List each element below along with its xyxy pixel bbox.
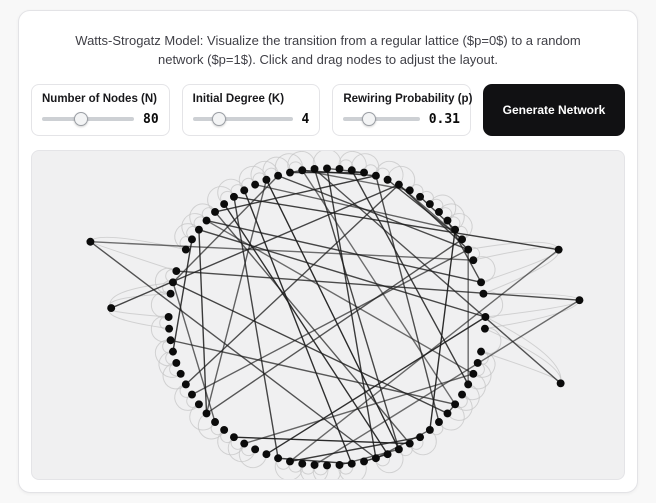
graph-node[interactable] — [557, 379, 565, 387]
graph-node[interactable] — [444, 409, 452, 417]
graph-node[interactable] — [167, 289, 175, 297]
lattice-edges — [90, 151, 579, 479]
graph-node[interactable] — [348, 459, 356, 467]
lattice-edge — [468, 242, 558, 249]
graph-node[interactable] — [464, 245, 472, 253]
graph-node[interactable] — [555, 245, 563, 253]
graph-node[interactable] — [444, 216, 452, 224]
graph-node[interactable] — [172, 267, 180, 275]
graph-node[interactable] — [177, 370, 185, 378]
app-description: Watts-Strogatz Model: Visualize the transition from a regular lattice ($p=0$) to a random network ($p=1$). Click and drag nodes to adjust the layout. — [75, 33, 581, 67]
graph-node[interactable] — [426, 200, 434, 208]
degree-slider[interactable] — [193, 112, 293, 126]
control-card-nodes — [31, 84, 170, 136]
degree-slider-thumb[interactable] — [212, 112, 226, 126]
graph-node[interactable] — [469, 256, 477, 264]
graph-node[interactable] — [203, 409, 211, 417]
graph-node[interactable] — [395, 445, 403, 453]
graph-node[interactable] — [251, 180, 259, 188]
graph-node[interactable] — [172, 359, 180, 367]
graph-node[interactable] — [458, 235, 466, 243]
graph-node[interactable] — [188, 390, 196, 398]
rewiring-slider[interactable] — [343, 112, 419, 126]
graph-node[interactable] — [406, 186, 414, 194]
rewired-edge — [234, 196, 559, 249]
graph-node[interactable] — [481, 313, 489, 321]
app-card — [18, 10, 638, 493]
graph-node[interactable] — [220, 200, 228, 208]
control-card-rewiring — [332, 84, 471, 136]
graph-node[interactable] — [384, 450, 392, 458]
graph-node[interactable] — [169, 278, 177, 286]
graph-node[interactable] — [211, 208, 219, 216]
graph-node[interactable] — [474, 359, 482, 367]
generate-network-button[interactable]: Generate Network — [483, 84, 625, 136]
graph-node[interactable] — [479, 289, 487, 297]
graph-node[interactable] — [240, 439, 248, 447]
graph-node[interactable] — [230, 433, 238, 441]
graph-node[interactable] — [416, 193, 424, 201]
graph-node[interactable] — [311, 461, 319, 469]
rewired-edge — [234, 196, 278, 457]
graph-node[interactable] — [286, 168, 294, 176]
graph-node[interactable] — [262, 175, 270, 183]
graph-node[interactable] — [426, 426, 434, 434]
rewired-edge — [173, 282, 215, 422]
graph-node[interactable] — [469, 370, 477, 378]
graph-node[interactable] — [274, 171, 282, 179]
graph-node[interactable] — [220, 426, 228, 434]
graph-node[interactable] — [86, 237, 94, 245]
graph-node[interactable] — [336, 165, 344, 173]
graph-node[interactable] — [477, 278, 485, 286]
graph-node[interactable] — [230, 193, 238, 201]
degree-slider-value: 4 — [301, 111, 310, 127]
rewiring-slider-value: 0.31 — [428, 111, 461, 127]
nodes-slider-value: 80 — [143, 111, 159, 127]
rewiring-slider-thumb[interactable] — [362, 112, 376, 126]
graph-node[interactable] — [372, 171, 380, 179]
rewired-edge — [90, 241, 473, 259]
graph-node[interactable] — [435, 418, 443, 426]
controls-row — [31, 84, 625, 136]
graph-node[interactable] — [348, 166, 356, 174]
network-canvas[interactable] — [31, 150, 625, 480]
rewired-edge — [315, 300, 580, 465]
network-svg[interactable] — [32, 151, 624, 479]
lattice-edge — [485, 328, 561, 383]
graph-node[interactable] — [182, 245, 190, 253]
graph-node[interactable] — [406, 439, 414, 447]
nodes-slider-thumb[interactable] — [74, 112, 88, 126]
graph-node[interactable] — [323, 164, 331, 172]
graph-node[interactable] — [298, 459, 306, 467]
graph-node[interactable] — [298, 166, 306, 174]
graph-node[interactable] — [360, 168, 368, 176]
graph-node[interactable] — [165, 324, 173, 332]
lattice-edge — [90, 241, 176, 270]
graph-node[interactable] — [372, 454, 380, 462]
rewired-edge — [234, 437, 410, 443]
graph-node[interactable] — [240, 186, 248, 194]
degree-slider-label: Initial Degree (K) — [192, 92, 285, 105]
graph-node[interactable] — [167, 336, 175, 344]
rewiring-slider-label: Rewiring Probability (p) — [343, 92, 473, 105]
rewired-edge — [215, 212, 410, 444]
graph-node[interactable] — [575, 296, 583, 304]
graph-node[interactable] — [274, 454, 282, 462]
graph-node[interactable] — [451, 225, 459, 233]
graph-node[interactable] — [311, 165, 319, 173]
graph-node[interactable] — [323, 461, 331, 469]
graph-node[interactable] — [188, 235, 196, 243]
graph-node[interactable] — [262, 450, 270, 458]
graph-node[interactable] — [416, 433, 424, 441]
rewiring-slider-track[interactable] — [343, 117, 419, 121]
degree-slider-track[interactable] — [193, 117, 293, 121]
graph-node[interactable] — [211, 418, 219, 426]
graph-node[interactable] — [107, 304, 115, 312]
lattice-edge — [481, 351, 561, 383]
rewired-edge — [244, 190, 352, 463]
graph-node[interactable] — [435, 208, 443, 216]
graph-node[interactable] — [286, 457, 294, 465]
graph-node[interactable] — [182, 380, 190, 388]
rewired-edge — [199, 229, 207, 413]
graph-node[interactable] — [360, 457, 368, 465]
graph-node[interactable] — [169, 347, 177, 355]
graph-node[interactable] — [251, 445, 259, 453]
graph-node[interactable] — [481, 324, 489, 332]
graph-node[interactable] — [395, 180, 403, 188]
nodes-slider-label: Number of Nodes (N) — [42, 92, 157, 105]
graph-node[interactable] — [464, 380, 472, 388]
lattice-edge — [109, 308, 168, 317]
graph-node[interactable] — [336, 461, 344, 469]
graph-node[interactable] — [384, 175, 392, 183]
graph-node[interactable] — [458, 390, 466, 398]
graph-node[interactable] — [195, 225, 203, 233]
graph-node[interactable] — [165, 313, 173, 321]
rewired-edge — [90, 241, 376, 458]
graph-node[interactable] — [451, 400, 459, 408]
control-card-degree — [182, 84, 321, 136]
graph-node[interactable] — [203, 216, 211, 224]
nodes-slider[interactable] — [42, 112, 134, 126]
nodes-slider-track[interactable] — [42, 117, 134, 121]
graph-node[interactable] — [195, 400, 203, 408]
graph-node[interactable] — [477, 347, 485, 355]
